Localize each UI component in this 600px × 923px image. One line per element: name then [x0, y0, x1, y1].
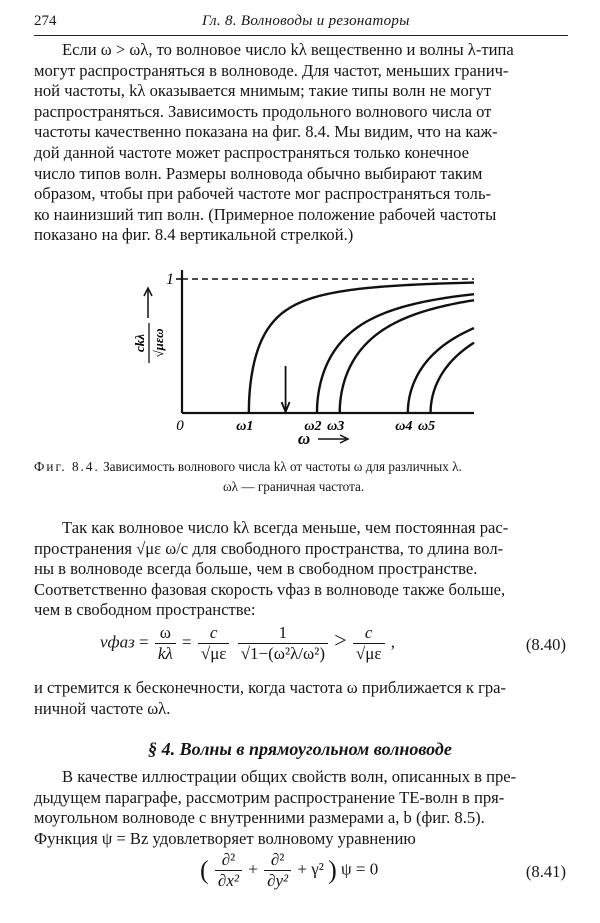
- x-tick-label: ω1: [236, 419, 254, 434]
- figure-8-4: [114, 258, 514, 458]
- formula-fraction: $\frac{\omega}{k\lambda}$: [155, 623, 176, 664]
- paragraph-1: [34, 40, 566, 246]
- equation-number: (8.40): [525, 635, 566, 654]
- equation-number: (8.41): [525, 862, 566, 881]
- chart-svg: [114, 258, 514, 458]
- formula-8-41: ( $\frac{\text{∂²}}{\text{∂x²}}$ + $\frac{\text{∂²}}{\text{∂y²}}$ + γ² ) ψ = 0 (8.41): [200, 850, 566, 890]
- running-title: Гл. 8. Волноводы и резонаторы: [202, 13, 410, 29]
- y-axis-label-denominator: √μεω: [151, 328, 166, 358]
- paragraph-line: Соответственно фазовая скорость vфаз в волноводе также больше,: [34, 579, 506, 599]
- caption-label: Фиг. 8.4.: [34, 459, 100, 474]
- paragraph-line: моугольном волноводе с внутренними размерами a, b (фиг. 8.5).: [34, 808, 485, 828]
- paragraph-line: ной частоты, kλ оказывается мнимым; такие типы волн не могут: [34, 81, 492, 101]
- paragraph-line: число типов волн. Размеры волновода обычно выбирают таким: [34, 163, 483, 183]
- paragraph-line: дыдущем параграфе, рассмотрим распространение ТЕ-волн в пря-: [34, 787, 505, 807]
- paragraph-line: образом, чтобы при рабочей частоте мог распространяться толь-: [34, 184, 492, 204]
- formula-lhs: vфаз: [100, 632, 135, 652]
- paragraph-3: [34, 678, 566, 719]
- x-axis-label: ω: [297, 429, 311, 448]
- figure-caption: [34, 457, 566, 497]
- paragraph-line: распространяться. Зависимость продольного волнового числа от: [34, 101, 492, 121]
- caption-text-2: ωλ — граничная частота.: [223, 479, 365, 494]
- paragraph-4: [34, 767, 566, 849]
- paragraph-line: чем в свободном пространстве:: [34, 600, 256, 620]
- paragraph-line: показано на фиг. 8.4 вертикальной стрелкой.): [34, 225, 354, 245]
- paragraph-line: Функция ψ = Bz удовлетворяет волновому уравнению: [34, 828, 416, 848]
- page-number: 274: [34, 13, 57, 29]
- formula-fraction: $\frac{c}{√\mu\varepsilon}$: [353, 623, 385, 664]
- paragraph-line: могут распространяться в волноводе. Для частот, меньших гранич-: [34, 60, 509, 80]
- caption-line-1: [34, 457, 566, 477]
- caption-text-1: Зависимость волнового числа kλ от частоты ω для различных λ.: [103, 459, 462, 474]
- paragraph-line: пространения √με ω/c для свободного пространства, то длина вол-: [34, 538, 504, 558]
- y-tick-label: 1: [166, 271, 174, 288]
- x-tick-label: ω3: [327, 419, 345, 434]
- x-tick-label: ω5: [418, 419, 436, 434]
- paragraph-line: и стремится к бесконечности, когда частота ω приближается к гра-: [34, 678, 507, 697]
- paragraph-line: частоты качественно показана на фиг. 8.4. Мы видим, что на каж-: [34, 122, 498, 142]
- paragraph-line: В качестве иллюстрации общих свойств волн, описанных в пре-: [62, 767, 517, 786]
- x-tick-label: ω4: [395, 419, 413, 434]
- formula-8-40: vфаз = $\frac{\omega}{k\lambda}$ = $\frac{c}{√\mu\varepsilon}$ $\frac{1}{\text{√1−(ω²λ/ω²)}}$ > $\frac{c}{√\mu\varepsilon}$ , (8.40): [100, 623, 566, 663]
- curve-5: [431, 343, 474, 413]
- formula-fraction: $\frac{1}{\text{√1−(ω²λ/ω²)}}$: [238, 623, 328, 664]
- paragraph-line: Так как волновое число kλ всегда меньше, чем постоянная рас-: [62, 518, 509, 537]
- paragraph-line: ко наинизший тип волн. (Примерное положение рабочей частоты: [34, 204, 497, 224]
- y-axis-label: [132, 323, 166, 363]
- formula-fraction: $\frac{c}{√\mu\varepsilon}$: [198, 623, 230, 664]
- origin-label: 0: [176, 418, 184, 434]
- paragraph-line: дой данной частоте может распространяться только конечное: [34, 142, 469, 162]
- curve-4: [408, 328, 474, 413]
- curve-3: [340, 300, 474, 413]
- x-tick-label: ω2: [304, 419, 322, 434]
- paragraph-2: [34, 518, 566, 621]
- section-title: § 4. Волны в прямоугольном волноводе: [148, 739, 452, 759]
- page-header: [34, 13, 568, 36]
- paragraph-line: Если ω > ωλ, то волновое число kλ вещественно и волны λ-типа: [62, 40, 514, 59]
- paragraph-line: ничной частоте ωλ.: [34, 698, 171, 718]
- formula-fraction: $\frac{\text{∂²}}{\text{∂x²}}$: [215, 850, 242, 891]
- y-axis-label-numerator: ckλ: [132, 333, 147, 353]
- formula-fraction: $\frac{\text{∂²}}{\text{∂y²}}$: [264, 850, 291, 891]
- paragraph-line: ны в волноводе всегда больше, чем в свободном пространстве.: [34, 559, 478, 579]
